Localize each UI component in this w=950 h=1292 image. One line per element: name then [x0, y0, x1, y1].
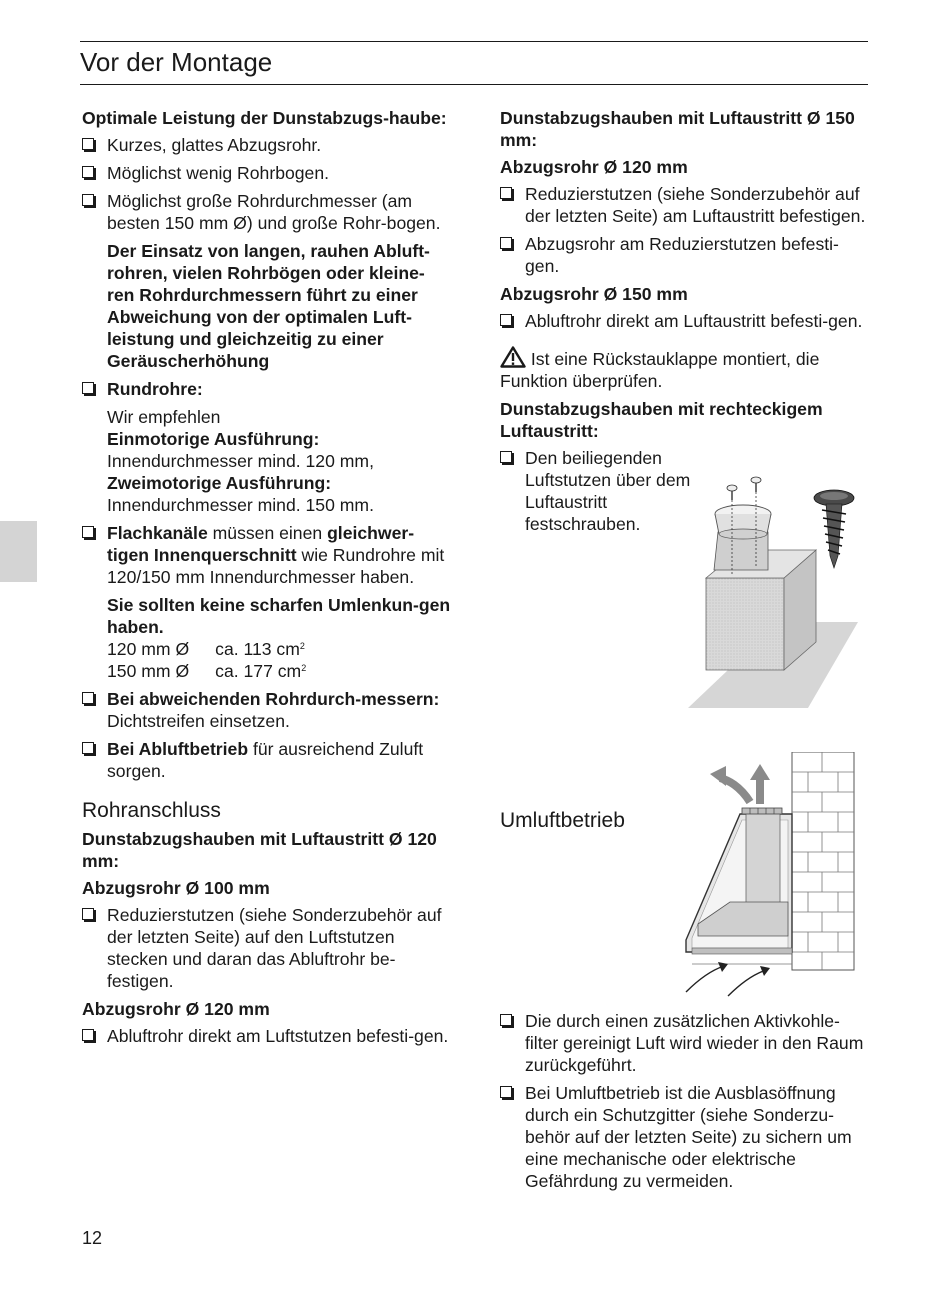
checkbox-bullet-icon	[500, 314, 512, 326]
subheading-rohr-120-b: Abzugsrohr Ø 120 mm	[500, 157, 688, 177]
checkbox-bullet-icon	[82, 526, 94, 538]
rohranschluss-heading: Rohranschluss	[82, 799, 221, 822]
list-item: Bei Umluftbetrieb ist die Ausblasöffnung durch ein Schutzgitter (siehe Sonderzu-behör auf der letzten Seite) zu sichern um eine mechanische oder elektrische Gefährdung zu vermeiden.	[500, 1082, 868, 1192]
subheading-rohr-100: Abzugsrohr Ø 100 mm	[82, 878, 270, 898]
checkbox-bullet-icon	[82, 166, 94, 178]
subheading-150: Dunstabzugshauben mit Luftaustritt Ø 150 mm:	[500, 108, 855, 150]
check-valve-warning: Ist eine Rückstauklappe montiert, die Funktion überprüfen.	[500, 346, 868, 392]
checkbox-bullet-icon	[500, 1014, 512, 1026]
list-item-flachkanaele: Flachkanäle müssen einen gleichwer-tigen Innenquerschnitt wie Rundrohre mit 120/150 mm Innendurchmesser haben.	[82, 522, 452, 588]
subheading-rectangular: Dunstabzugshauben mit rechteckigem Luftaustritt:	[500, 399, 823, 441]
checkbox-bullet-icon	[82, 908, 94, 920]
list-item: Kurzes, glattes Abzugsrohr.	[82, 134, 452, 156]
title-underline-rule	[80, 84, 868, 85]
area-row-150: 150 mm Ø ca. 177 $cm^2$	[107, 661, 307, 681]
checkbox-bullet-icon	[82, 382, 94, 394]
umluftbetrieb-heading: Umluftbetrieb	[500, 809, 625, 832]
list-item: Bei abweichenden Rohrdurch-messern: Dichtstreifen einsetzen.	[82, 688, 452, 732]
list-item: Den beiliegenden Luftstutzen über dem Luftaustritt festschrauben.	[500, 447, 705, 535]
top-rule	[80, 41, 868, 42]
list-item: Abzugsrohr am Reduzierstutzen befesti-gen.	[500, 233, 868, 277]
checkbox-bullet-icon	[82, 692, 94, 704]
checkbox-bullet-icon	[82, 194, 94, 206]
list-item: Möglichst wenig Rohrbogen.	[82, 162, 452, 184]
rundrohre-details: Wir empfehlen Einmotorige Ausführung: Innendurchmesser mind. 120 mm, Zweimotorige Ausführung: Innendurchmesser mind. 150 mm.	[107, 407, 374, 515]
subheading-120: Dunstabzugshauben mit Luftaustritt Ø 120 mm:	[82, 829, 437, 871]
subheading-rohr-150: Abzugsrohr Ø 150 mm	[500, 284, 688, 304]
list-item: Möglichst große Rohrdurchmesser (am besten 150 mm Ø) und große Rohr-bogen.	[82, 190, 452, 234]
checkbox-bullet-icon	[82, 742, 94, 754]
recirculation-hood-illustration	[680, 752, 855, 1002]
list-item: Die durch einen zusätzlichen Aktivkohle-filter gereinigt Luft wird wieder in den Raum zurückgeführt.	[500, 1010, 868, 1076]
umluft-list	[500, 1010, 868, 1198]
list-item: Reduzierstutzen (siehe Sonderzubehör auf der letzten Seite) am Luftaustritt befestigen.	[500, 183, 868, 227]
checkbox-bullet-icon	[500, 1086, 512, 1098]
list-item: Bei Abluftbetrieb für ausreichend Zuluft sorgen.	[82, 738, 452, 782]
page-number: 12	[82, 1228, 103, 1248]
list-item-rundrohre: Rundrohre:	[82, 378, 452, 400]
checkbox-bullet-icon	[500, 451, 512, 463]
area-row-120: 120 mm Ø ca. 113 $cm^2$	[107, 639, 305, 659]
checkbox-bullet-icon	[82, 1029, 94, 1041]
warning-triangle-icon	[500, 346, 526, 368]
list-item: Reduzierstutzen (siehe Sonderzubehör auf der letzten Seite) auf den Luftstutzen stecken und daran das Abluftrohr be-festigen.	[82, 904, 452, 992]
optimal-performance-heading: Optimale Leistung der Dunstabzugs-haube:	[82, 108, 447, 128]
left-column	[82, 107, 452, 1053]
chapter-side-tab	[0, 521, 37, 582]
subheading-rohr-120: Abzugsrohr Ø 120 mm	[82, 999, 270, 1019]
checkbox-bullet-icon	[500, 237, 512, 249]
checkbox-bullet-icon	[82, 138, 94, 150]
flachkanaele-details: Sie sollten keine scharfen Umlenkun-gen haben. 120 mm Ø ca. 113 $cm^2$ 150 mm Ø ca. 177 $cm^2$	[107, 595, 451, 681]
list-item: Abluftrohr direkt am Luftaustritt befesti-gen.	[500, 310, 868, 332]
rectangular-outlet-illustration	[688, 470, 860, 710]
checkbox-bullet-icon	[500, 187, 512, 199]
performance-warning-text: Der Einsatz von langen, rauhen Abluft-rohren, vielen Rohrbögen oder kleine-ren Rohrdurchmessern führt zu einer Abweichung von der optimalen Luft-leistung und gleichzeitig zu einer Geräuscherhöhung	[107, 241, 430, 371]
list-item: Abluftrohr direkt am Luftstutzen befesti-gen.	[82, 1025, 452, 1047]
page-title: Vor der Montage	[80, 47, 273, 77]
